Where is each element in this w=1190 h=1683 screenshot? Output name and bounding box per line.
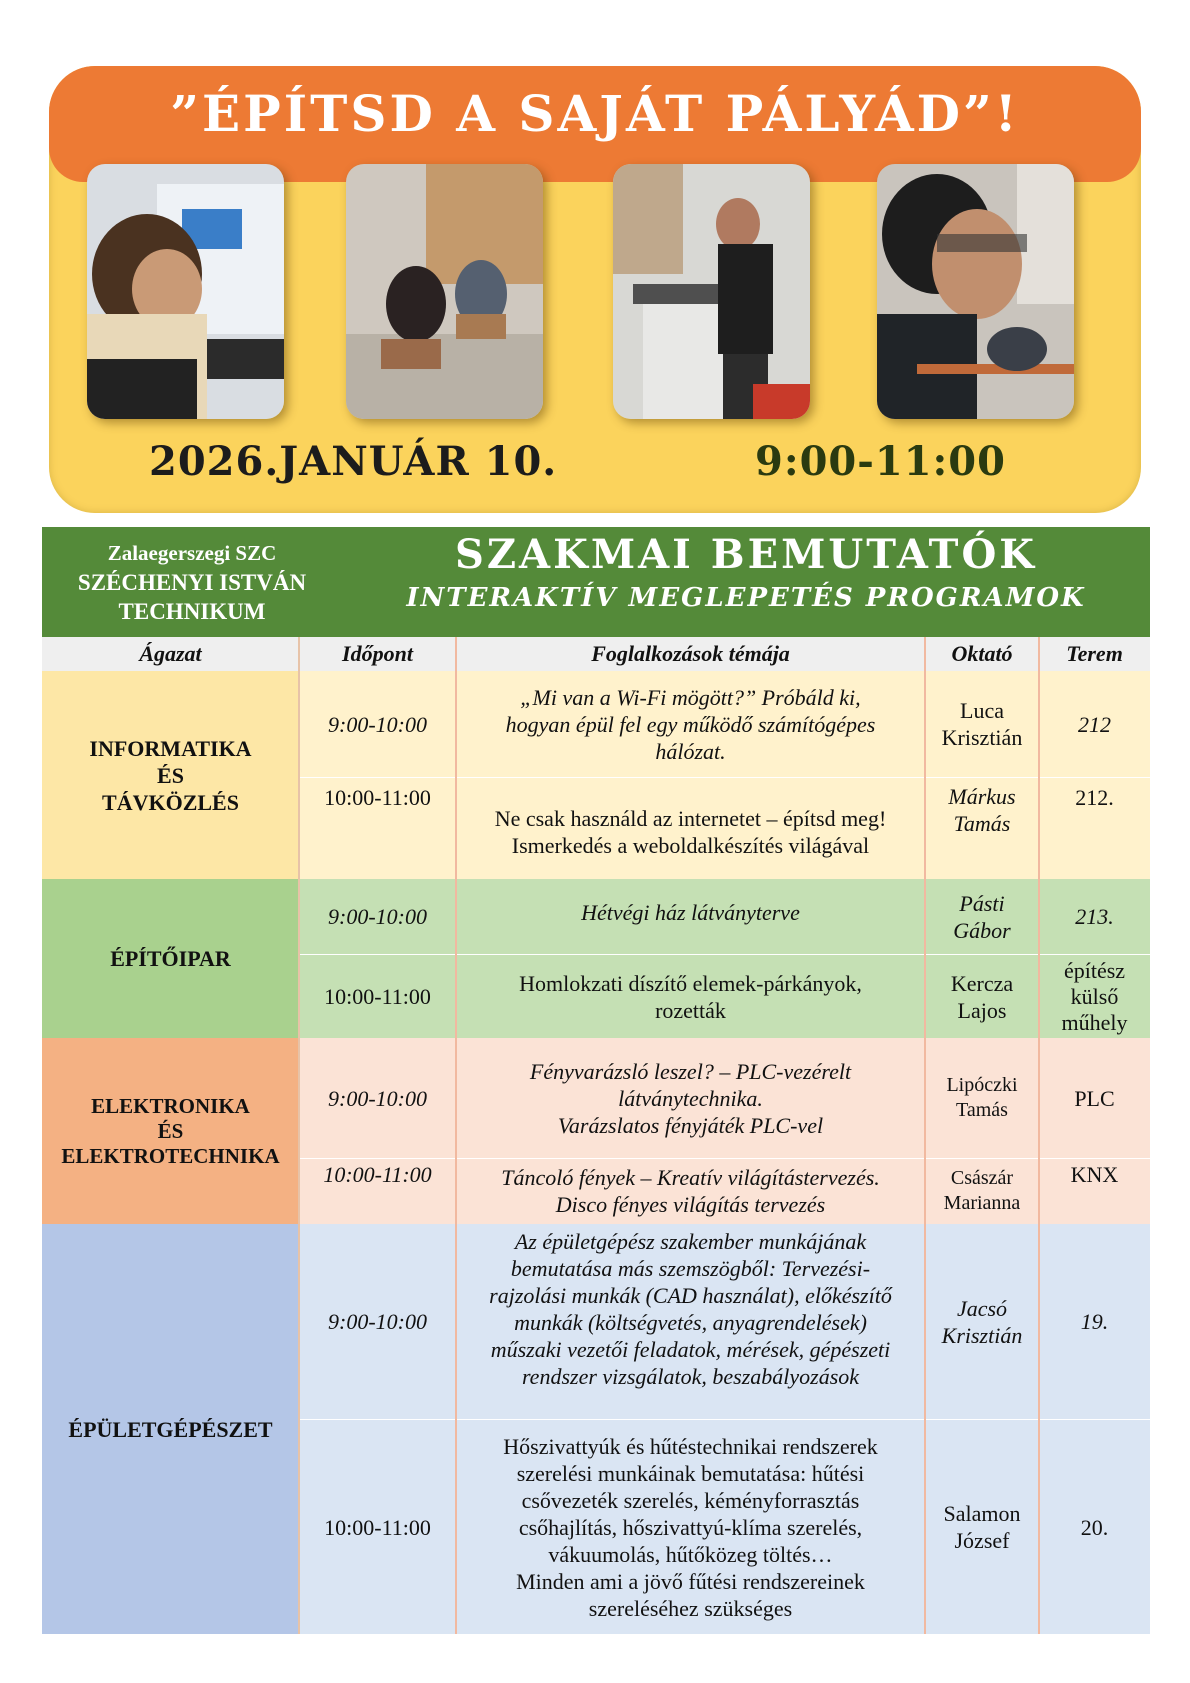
topic-line: szerelési munkáinak bemutatása: hűtési [516, 1460, 865, 1486]
sector-name-line: ÉPÍTŐIPAR [110, 946, 231, 971]
teacher-line: Pásti [959, 890, 1005, 916]
row-topic [456, 1420, 925, 1634]
sector-name-line: ELEKTROTECHNIKA [61, 1143, 280, 1168]
row-teacher [925, 1159, 1039, 1223]
topic-line: rajzolási munkák (CAD használat), előkészítő [489, 1283, 892, 1308]
sector-elektronika [42, 1038, 299, 1224]
row-room [1039, 955, 1150, 1038]
row-time: 9:00-10:00 [328, 1309, 427, 1334]
teacher-line: Krisztián [941, 1322, 1023, 1348]
teacher-line: Kercza [950, 970, 1014, 996]
topic-line: munkák (költségvetés, anyagrendelések) [514, 1310, 867, 1335]
row-room: 212 [1078, 711, 1111, 737]
row-topic [456, 1159, 925, 1223]
column-separator [924, 637, 926, 1634]
teacher-line: Luca [960, 698, 1004, 723]
row-topic [456, 879, 925, 945]
row-teacher [925, 1420, 1039, 1634]
topic-line: Fényvarázsló leszel? – PLC-vezérelt [529, 1058, 852, 1084]
topic-line: rendszer vizsgálatok, beszabályozások [521, 1364, 860, 1389]
teacher-line: Gábor [953, 917, 1011, 943]
row-topic [456, 1224, 925, 1394]
column-header-room: Terem [1039, 637, 1150, 671]
topic-line: Minden ami a jövő fűtési rendszereinek [516, 1568, 865, 1594]
sector-epitoipar [42, 879, 299, 1038]
topic-line: Varázslatos fényjáték PLC-vel [557, 1112, 824, 1138]
row-teacher [925, 879, 1039, 954]
row-room: 20. [1080, 1514, 1109, 1540]
photo-pipe-soldering [877, 164, 1074, 419]
event-time: 9:00-11:00 [755, 438, 1006, 485]
row-teacher [925, 1224, 1039, 1419]
topic-line: Hőszivattyúk és hűtéstechnikai rendszerek [503, 1433, 878, 1459]
teacher-line: Marianna [943, 1192, 1021, 1214]
row-topic [456, 671, 925, 777]
sector-epuletgepeszet [42, 1224, 299, 1634]
teacher-line: Lajos [957, 997, 1007, 1023]
topic-line: csőhajlítás, hőszivattyú-klíma szerelés, [518, 1514, 863, 1540]
topic-line: látványtechnika. [618, 1085, 763, 1111]
sector-name-line: INFORMATIKA [89, 735, 252, 761]
column-separator [298, 637, 300, 1634]
sector-informatika [42, 671, 299, 879]
row-teacher [925, 955, 1039, 1038]
teacher-line: József [954, 1528, 1010, 1553]
row-time: 10:00-11:00 [324, 784, 431, 810]
row-time: 10:00-11:00 [324, 984, 431, 1009]
photo-bricklaying [346, 164, 543, 419]
teacher-line: Tamás [953, 811, 1011, 836]
row-teacher [925, 1038, 1039, 1158]
event-date: 2026.JANUÁR 10. [149, 438, 558, 485]
banner-title: ”ÉPÍTSD A SAJÁT PÁLYÁD”! [170, 84, 1020, 143]
row-time: 9:00-10:00 [328, 711, 427, 737]
row-topic [456, 955, 925, 1038]
room-text: építész külső műhely [1061, 957, 1128, 1035]
photo-computer-student [87, 164, 284, 419]
topic-line: rozetták [655, 997, 726, 1023]
school-line-1: Zalaegerszegi SZC [107, 541, 277, 565]
topic-line: hálózat. [655, 738, 726, 764]
row-time: 10:00-11:00 [323, 1161, 432, 1187]
teacher-line: Krisztián [941, 725, 1023, 750]
row-room: 212. [1075, 784, 1114, 810]
row-time: 9:00-10:00 [328, 1085, 427, 1111]
teacher-line: Salamon [943, 1501, 1021, 1526]
sector-name-line: ÉS [157, 762, 184, 788]
topic-line: Ismerkedés a weboldalkészítés világával [511, 833, 870, 858]
topic-line: Homlokzati díszítő elemek-párkányok, [519, 970, 862, 996]
teacher-line: Császár [950, 1167, 1014, 1189]
sector-name-line: ÉPÜLETGÉPÉSZET [68, 1416, 273, 1442]
teacher-line: Márkus [948, 784, 1016, 809]
row-topic [456, 1038, 925, 1158]
teacher-line: Tamás [956, 1099, 1008, 1121]
topic-line: vákuumolás, hűtőközeg töltés… [548, 1541, 833, 1567]
row-room: 19. [1080, 1309, 1109, 1334]
sector-name-line: ELEKTRONIKA [91, 1093, 250, 1118]
teacher-line: Lipóczki [946, 1074, 1018, 1096]
row-topic [456, 800, 925, 864]
column-separator [1038, 637, 1040, 1634]
school-line-2: SZÉCHENYI ISTVÁN [77, 570, 307, 595]
column-header-sector: Ágazat [42, 637, 299, 671]
column-header-time: Időpont [299, 637, 456, 671]
school-line-3: TECHNIKUM [118, 599, 266, 624]
topic-line: bemutatása más szemszögből: Tervezési- [510, 1256, 871, 1281]
teacher-line: Jacsó [956, 1295, 1008, 1321]
topic-line: Ne csak használd az internetet – építsd meg! [494, 806, 887, 831]
row-time: 10:00-11:00 [324, 1514, 431, 1540]
schedule-header [42, 527, 1150, 637]
column-header-teacher: Oktató [925, 637, 1039, 671]
photo-metal-workshop [613, 164, 810, 419]
row-teacher [925, 671, 1039, 777]
row-room: 213. [1075, 904, 1114, 929]
row-room: KNX [1070, 1161, 1119, 1187]
topic-line: csővezeték szerelés, kéményforrasztás [521, 1487, 860, 1513]
schedule-subtitle: INTERAKTÍV MEGLEPETÉS PROGRAMOK [406, 583, 1086, 613]
topic-line: Az épületgépész szakember munkájának [514, 1229, 867, 1254]
row-teacher [925, 782, 1039, 838]
topic-line: szereléséhez szükséges [588, 1595, 793, 1621]
topic-line: Hétvégi ház látványterve [581, 899, 800, 925]
column-header-topic: Foglalkozások témája [456, 637, 925, 671]
row-time: 9:00-10:00 [328, 904, 427, 929]
topic-line: műszaki vezetői feladatok, mérések, gépészeti [490, 1337, 891, 1362]
schedule-title: SZAKMAI BEMUTATÓK [454, 531, 1038, 578]
school-name [42, 539, 342, 626]
topic-line: Disco fényes világítás tervezés [555, 1192, 826, 1217]
topic-line: Táncoló fények – Kreatív világítástervezés. [501, 1165, 880, 1190]
topic-line: „Mi van a Wi-Fi mögött?” Próbáld ki, [520, 684, 861, 710]
topic-line: hogyan épül fel egy működő számítógépes [505, 711, 876, 737]
sector-name-line: ÉS [157, 1118, 184, 1143]
sector-name-line: TÁVKÖZLÉS [102, 789, 239, 815]
row-divider [299, 777, 1150, 778]
row-room: PLC [1074, 1085, 1115, 1111]
event-banner [49, 66, 1141, 513]
column-separator [455, 637, 457, 1634]
